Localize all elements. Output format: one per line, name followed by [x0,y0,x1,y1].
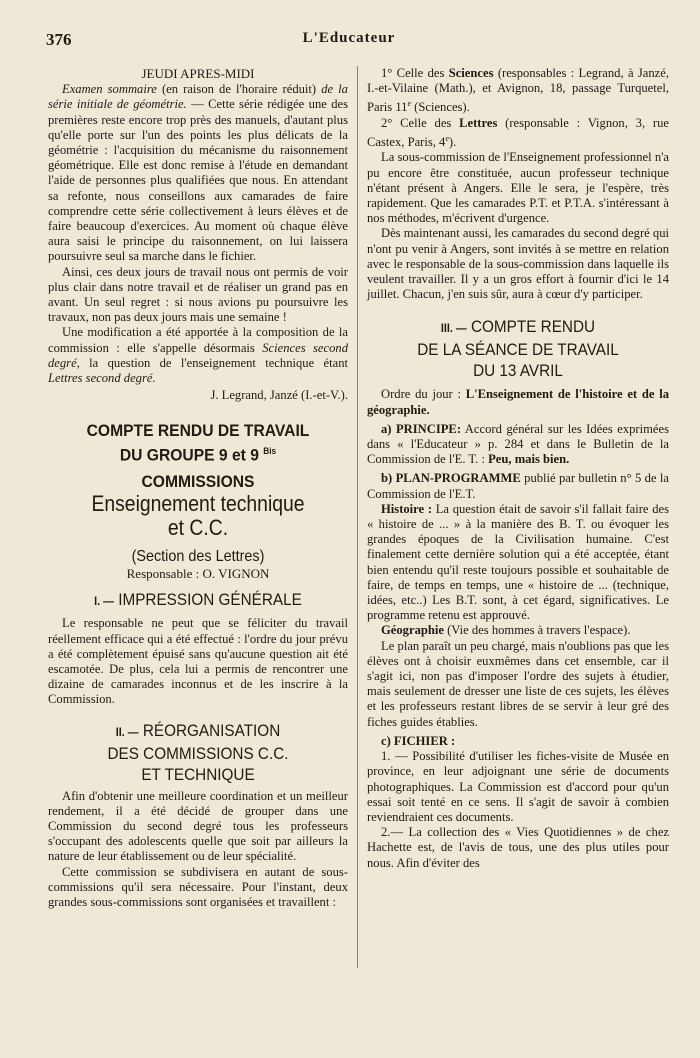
sciences-subcommission [367,66,669,116]
section-2-heading-line-3: ET TECHNIQUE [141,764,255,784]
paragraph-invitation: Dès maintenant aussi, les camarades du second degré qui n'ont pu venir à Angers, sont invités à se mettre en relation avec le responsable de la sous-commission dans laquelle ils veulent travailler. Il y a un gros effort à fournir d'ici le 14 juillet. Chacun, j'en suis sûr, aura à cœur d'y participer. [367,226,669,302]
report-title-line-2 [60,441,336,466]
bold-term: Lettres [459,115,498,130]
enseignement-technique-heading: Enseignement technique [91,491,305,517]
section-2-heading [63,720,333,743]
superscript: e [445,134,449,143]
page-header [46,30,652,52]
section-2-paragraph-1: Afin d'obtenir une meilleure coordination et un meilleur rendement, il a été décidé de grouper dans une Commission du second degré tous les professeurs s'occupant des adolescents quelle que soit par ailleurs la nature de leur établissement ou de leur spécialité. [48,788,348,864]
left-column [48,66,348,910]
text-run: Accord général sur les Idées exprimées dans « l'Educateur » p. 284 et dans le Bulletin de la Commission de l'E. T. : [367,421,669,467]
right-column [367,66,669,871]
text-run: Une modification a été apportée à la composition de la commission : elle s'appelle désormais [48,325,348,355]
roman-numeral: III. — [440,321,467,336]
principe-item [367,422,669,468]
paragraph-modification [48,325,348,386]
responsable-line: Responsable : O. VIGNON [126,566,270,582]
section-2-heading-line-2: DES COMMISSIONS C.C. [107,743,289,763]
text-run: 2° Celle des [381,115,460,130]
text-run: (en raison de l'horaire réduit) [156,82,322,97]
item-label: b) PLAN-PROGRAMME [381,471,521,486]
column-divider [357,66,358,968]
text-run: 1° Celle des [381,66,449,80]
section-3-heading [382,316,654,339]
bold-term: L'Enseignement de l'histoire et de la géographie. [367,387,669,417]
section-title: IMPRESSION GÉNÉRALE [118,590,302,610]
bold-term: Peu, mais bien. [488,452,570,467]
plan-paragraph: Le plan paraît un peu chargé, mais n'oublions pas que les élèves ont à choisir euxmêmes dans cet ensemble, car il s'agit ici, non pas d'imposer l'ordre des sujets à étudier, mais seulement de dresser une liste de ces sujets, les élèves et les professeurs restant libres de se servir à leur gré des fiches guides établies. [367,638,669,729]
text-run: (Vie des hommes à travers l'espace). [443,623,631,638]
plan-programme-item [367,471,669,501]
italic-phrase: Sciences second degré, [48,340,348,370]
page-number: 376 [46,30,72,49]
italic-phrase: Lettres second degré. [48,371,156,386]
paragraph-conclusion: Ainsi, ces deux jours de travail nous ont permis de voir plus clair dans notre travail et de réaliser un grand pas en avant. Un seul regret : si nous avions pu poursuivre les travaux, non pas deux jours mais une semaine ! [48,264,348,325]
text-run: la question de l'enseignement technique étant [79,355,348,370]
section-title: COMPTE RENDU [470,317,596,337]
text-run: (Sciences). [411,100,470,115]
section-3-heading-line-2: DE LA SÉANCE DE TRAVAIL [417,340,619,360]
fichier-heading: c) FICHIER : [381,733,456,748]
italic-phrase: Examen sommaire [62,82,157,97]
paragraph-professionnel: La sous-commission de l'Enseignement professionnel n'a pu encore être constituée, aucun professeur technique n'étant présent à Angers. Elle le sera, je l'espère, très rapidement. Que les camarades P.T. et P.T.A. s'intéressant à nos méthodes, m'écrivent d'urgence. [367,150,669,226]
section-1-heading [63,589,333,612]
ordre-du-jour [367,387,669,417]
item-label: Histoire : [381,501,433,516]
section-title: RÉORGANISATION [142,720,281,740]
text-run: publié par bulletin n° 5 de la Commission de l'E.T. [367,471,669,501]
superscript: e [407,99,412,109]
signature: J. Legrand, Janzé (I.-et-V.). [210,388,348,403]
roman-numeral: I. — [94,594,114,609]
report-title-line-1: COMPTE RENDU DE TRAVAIL [86,421,310,441]
et-cc-heading: et C.C. [167,515,229,541]
item-label: Géographie [381,623,444,638]
running-title: L'Educateur [302,30,396,46]
bold-term: Sciences [448,66,494,80]
text-run: Ordre du jour : [381,387,466,402]
section-1-text: Le responsable ne peut que se féliciter du travail réellement efficace qui a été effectué : l'ordre du jour prévu a été complètement épuisé sans qu'aucune question ait été escamotée. De plus, cela lui a permis de rencontrer une dizaine de camarades inconnus et de les inscrire à la Commission. [48,616,348,707]
commissions-heading: COMMISSIONS [141,472,255,492]
title-text: DU GROUPE 9 et 9 [119,446,259,466]
roman-numeral: II. — [115,724,139,739]
paragraph-geometry [48,82,348,264]
title-superscript: Bis [263,446,277,457]
section-heading: (Section des Lettres) [131,548,265,566]
section-2-paragraph-2: Cette commission se subdivisera en autant de sous-commissions qu'il sera nécessaire. Pour l'instant, deux grandes sous-commissions sont organisées et travaillent : [48,864,348,909]
text-run: (responsables : Legrand, à Janzé, I.-et-Vilaine (Math.), et Avignon, 18, passage Turquetel, Paris 11 [367,66,669,115]
italic-phrase: de la série initiale de géométrie. [48,82,348,112]
lettres-subcommission [367,116,669,151]
histoire-item [367,502,669,624]
text-run: (responsable : Vignon, 3, rue Castex, Paris, 4 [367,115,669,150]
item-label: a) PRINCIPE: [381,421,462,436]
geographie-item [367,623,669,638]
text-run: ). [448,135,457,150]
text-run: — Cette série rédigée une des premières reste encore trop près des manuels, d'autant plus qu'elle porte sur l'un des points les plus délicats de la géométrie : l'acquisition du mécanisme du raisonnement géométrique. Elle est donc remise à l'étude en demandant l'aide de personnes plus qualifiées que nous. En attendant sa refonte, nous conseillons aux camarades de faire comprendre cette série collectivement à leurs élèves et de faire beaucoup d'exercices. Au moment où chaque élève aura saisi le principe du raisonnement, on lui laissera poursuivre seul sa marche dans le fichier. [48,97,348,264]
fichier-item-2: 2.— La collection des « Vies Quotidiennes » de chez Hachette est, de l'avis de tous, une des plus utiles pour nous. Afin d'éviter des [367,825,669,870]
text-run: La question était de savoir s'il fallait faire des « histoire de ... » à la manière des B. T. ou évoquer les grandes époques de la Civilisation humaine. C'est finalement cette dernière solution qui a été acceptée, étant bien entendu qu'il reste toujours possible et souhaitable de faire, de temps en temps, une « histoire de ... (technique, idées, etc..) Les B.T. sont, à cet égard, significatives. Le programme retenu est approuvé. [367,501,669,623]
section-3-heading-line-3: DU 13 AVRIL [473,361,563,381]
fichier-item-1: 1. — Possibilité d'utiliser les fiches-visite de Musée en province, en leur adjoignant une série de documents photographiques. La Commission est d'accord pour qu'un essai soit tenté en ce sens. Il s'agit de savoir à combien reviendraient ces documents. [367,749,669,824]
day-heading: JEUDI APRES-MIDI [141,66,255,81]
